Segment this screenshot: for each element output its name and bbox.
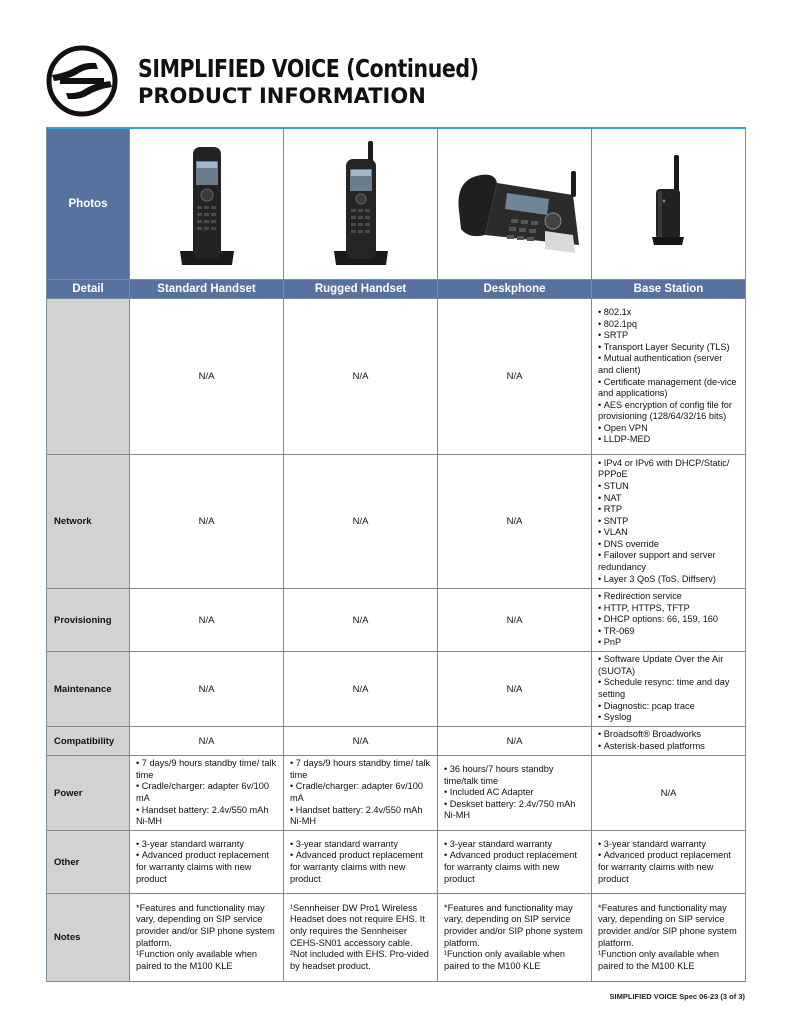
power-row [47,756,746,831]
list-item: • VLAN [598,527,739,539]
row-label: Power [47,756,130,831]
list-item: • Syslog [598,712,739,724]
table-cell [592,589,746,652]
table-cell: N/A [284,455,438,589]
list-item: • Handset battery: 2.4v/550 mAh Ni-MH [136,805,277,828]
table-cell: N/A [438,455,592,589]
rugged-handset-photo [284,128,438,280]
row-label: Notes [47,894,130,982]
list-item: • Certificate management (de-vice and applications) [598,377,739,400]
row-label: Compatibility [47,727,130,756]
list-item: • Included AC Adapter [444,787,585,799]
table-cell [438,756,592,831]
row-label: Provisioning [47,589,130,652]
table-cell: N/A [284,299,438,455]
list-item: • 7 days/9 hours standby time/ talk time [290,758,431,781]
page-title: SIMPLIFIED VOICE (Continued) [138,54,479,83]
spec-table [46,127,746,982]
table-cell [592,299,746,455]
bullet-list [598,458,739,586]
note-paragraph: ¹Function only available when paired to the M100 KLE [444,949,566,971]
list-item: • Cradle/charger: adapter 6v/100 mA [290,781,431,804]
maintenance-row [47,652,746,727]
bullet-list [444,839,585,885]
table-cell [592,894,746,982]
base-station-photo [592,128,746,280]
bullet-list [598,654,739,724]
list-item: • Software Update Over the Air (SUOTA) [598,654,739,677]
table-cell: N/A [284,727,438,756]
list-item: • Broadsoft® Broadworks [598,729,739,741]
standard-handset-photo [130,128,284,280]
table-cell: N/A [438,299,592,455]
list-item: • AES encryption of config file for provisioning (128/64/32/16 bits) [598,400,739,423]
standard-handset-header: Standard Handset [130,280,284,299]
base-station-header: Base Station [592,280,746,299]
list-item: • 802.1pq [598,319,739,331]
bullet-list [290,839,431,885]
list-item: • Advanced product replacement for warranty claims with new product [136,850,277,885]
note-paragraph: ¹Function only available when paired to the M100 KLE [598,949,720,971]
table-cell: N/A [130,727,284,756]
deskphone-header: Deskphone [438,280,592,299]
table-cell: N/A [592,756,746,831]
list-item: • Asterisk-based platforms [598,741,739,753]
list-item: • Cradle/charger: adapter 6v/100 mA [136,781,277,804]
note-paragraph: ¹Function only available when paired to the M100 KLE [136,949,258,971]
list-item: • SNTP [598,516,739,528]
list-item: • 3-year standard warranty [290,839,431,851]
notes-text [444,903,585,973]
bullet-list [598,839,739,885]
bullet-list [136,758,277,828]
rugged-handset-header: Rugged Handset [284,280,438,299]
list-item: • SRTP [598,330,739,342]
table-cell [130,894,284,982]
note-paragraph: ²Not included with EHS. Pro-vided by headset product. [290,949,429,971]
list-item: • DNS override [598,539,739,551]
notes-text [290,903,431,973]
photos-label: Photos [47,128,130,280]
table-cell [284,756,438,831]
list-item: • Schedule resync: time and day setting [598,677,739,700]
table-cell [592,652,746,727]
table-cell: N/A [438,589,592,652]
list-item: • Transport Layer Security (TLS) [598,342,739,354]
note-paragraph: *Features and functionality may vary, depending on SIP service provider and/or SIP phone system platform. [136,902,275,948]
list-item: • TR-069 [598,626,739,638]
note-paragraph: *Features and functionality may vary, depending on SIP service provider and/or SIP phone system platform. [598,902,737,948]
list-item: • LLDP-MED [598,434,739,446]
bullet-list [598,591,739,649]
list-item: • Advanced product replacement for warranty claims with new product [444,850,585,885]
row-label: Other [47,831,130,894]
photos-row [47,128,746,280]
list-item: • PnP [598,637,739,649]
list-item: • 36 hours/7 hours standby time/talk time [444,764,585,787]
page-subtitle: PRODUCT INFORMATION [138,84,426,108]
table-cell: N/A [130,455,284,589]
table-cell: N/A [130,589,284,652]
notes-row [47,894,746,982]
bullet-list [290,758,431,828]
notes-text [598,903,739,973]
list-item: • Handset battery: 2.4v/550 mAh Ni-MH [290,805,431,828]
table-cell [130,831,284,894]
bullet-list [598,307,739,446]
security-row-label [47,299,130,455]
list-item: • 7 days/9 hours standby time/ talk time [136,758,277,781]
list-item: • 3-year standard warranty [444,839,585,851]
list-item: • Open VPN [598,423,739,435]
list-item: • Diagnostic: pcap trace [598,701,739,713]
list-item: • Mutual authentication (server and client) [598,353,739,376]
table-cell [284,831,438,894]
list-item: • Advanced product replacement for warranty claims with new product [290,850,431,885]
spec-table-wrapper [46,127,745,982]
column-header-row [47,280,746,299]
table-cell: N/A [438,727,592,756]
list-item: • Deskset battery: 2.4v/750 mAh Ni-MH [444,799,585,822]
other-row [47,831,746,894]
note-paragraph: *Features and functionality may vary, depending on SIP service provider and/or SIP phone system platform. [444,902,583,948]
bullet-list [598,729,739,752]
table-cell [592,831,746,894]
list-item: • 3-year standard warranty [136,839,277,851]
table-cell: N/A [438,652,592,727]
list-item: • RTP [598,504,739,516]
notes-text [136,903,277,973]
deskphone-photo [438,128,592,280]
list-item: • Layer 3 QoS (ToS, Diffserv) [598,574,739,586]
detail-header: Detail [47,280,130,299]
table-cell: N/A [130,652,284,727]
table-cell [130,756,284,831]
list-item: • Redirection service [598,591,739,603]
list-item: • Advanced product replacement for warranty claims with new product [598,850,739,885]
security-row [47,299,746,455]
note-paragraph: ¹Sennheiser DW Pro1 Wireless Headset does not require EHS. It only requires the Sennheiser CEHS-SN01 accessory cable. [290,902,425,948]
row-label: Maintenance [47,652,130,727]
table-cell [438,831,592,894]
table-cell: N/A [130,299,284,455]
list-item: • Failover support and server redundancy [598,550,739,573]
network-row [47,455,746,589]
simplified-voice-logo [46,45,118,117]
row-label: Network [47,455,130,589]
list-item: • DHCP options: 66, 159, 160 [598,614,739,626]
footer-text: SIMPLIFIED VOICE Spec 06-23 (3 of 3) [609,992,745,1001]
table-cell [592,727,746,756]
list-item: • STUN [598,481,739,493]
list-item: • 802.1x [598,307,739,319]
list-item: • 3-year standard warranty [598,839,739,851]
table-cell [284,894,438,982]
bullet-list [444,764,585,822]
bullet-list [136,839,277,885]
list-item: • NAT [598,493,739,505]
compatibility-row [47,727,746,756]
list-item: • IPv4 or IPv6 with DHCP/Static/ PPPoE [598,458,739,481]
table-cell [592,455,746,589]
provisioning-row [47,589,746,652]
table-cell [438,894,592,982]
list-item: • HTTP, HTTPS, TFTP [598,603,739,615]
table-cell: N/A [284,589,438,652]
table-cell: N/A [284,652,438,727]
